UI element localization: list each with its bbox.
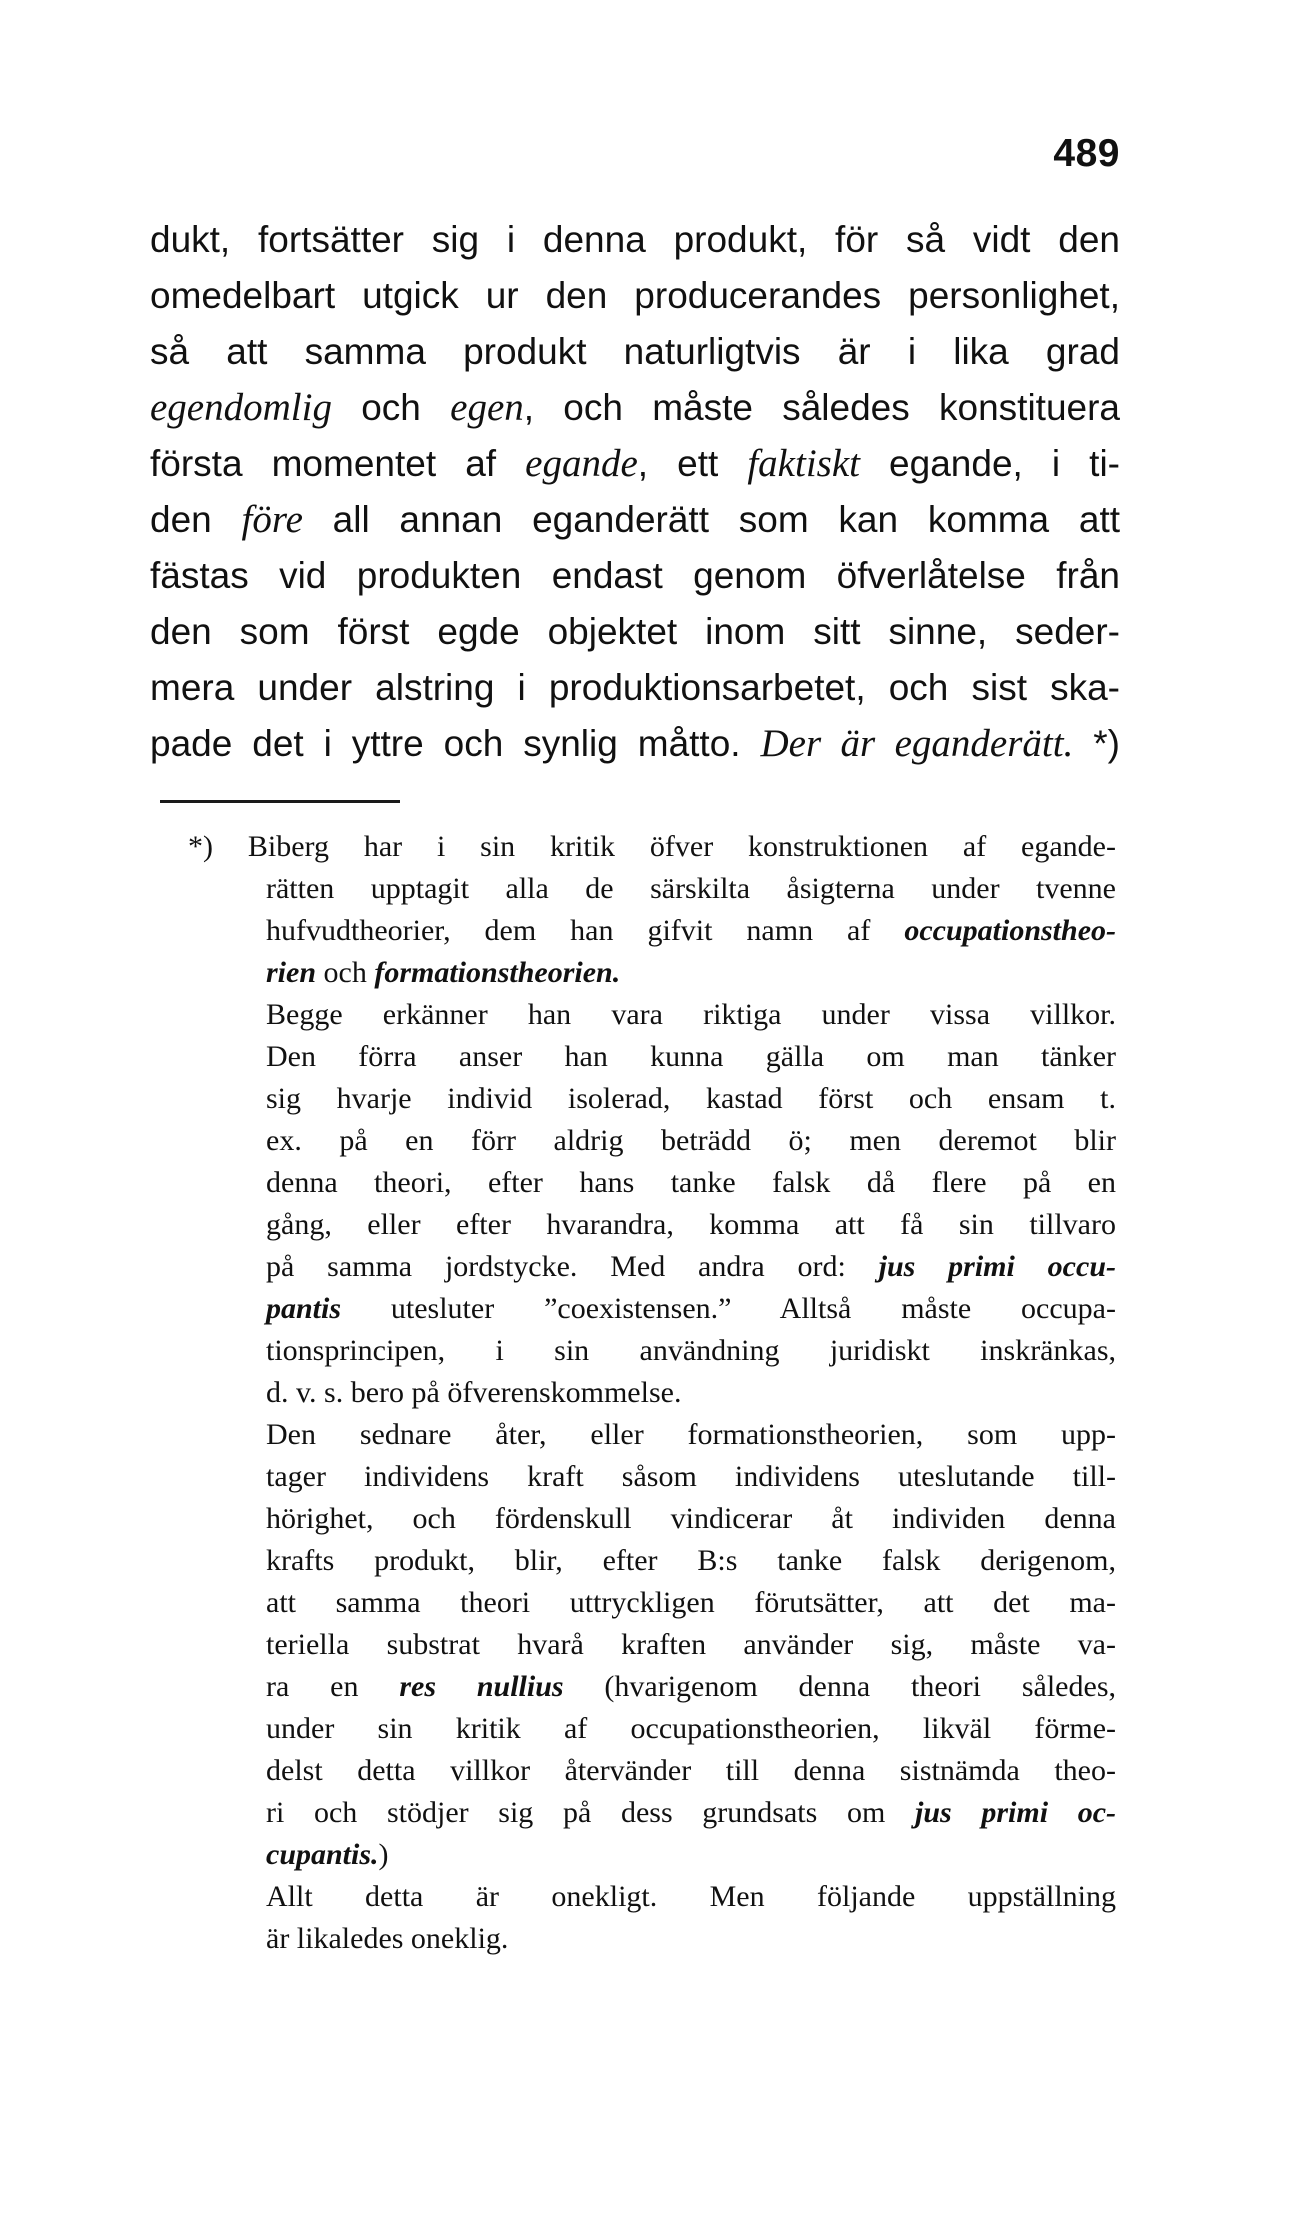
footnote-line [188, 1708, 1116, 1750]
text-run: Begge erkänner han vara riktiga under vissa villkor. [266, 998, 1116, 1031]
text-run: utesluter ”coexistensen.” Alltså måste occupa- [341, 1292, 1116, 1325]
italic-text: jus primi occu- [878, 1250, 1116, 1283]
footnote-line [188, 1792, 1116, 1834]
text-run: är likaledes oneklig. [266, 1922, 509, 1955]
footnote-line [188, 1120, 1116, 1162]
text-run: ri och stödjer sig på dess grundsats om [266, 1796, 915, 1829]
footnote-line [188, 1582, 1116, 1624]
text-run: rätten upptagit alla de särskilta åsigterna under tvenne [266, 872, 1116, 905]
text-line [150, 604, 1120, 660]
text-run: (hvarigenom denna theori således, [563, 1670, 1116, 1703]
text-run: att samma theori uttryckligen förutsätter, att det ma- [266, 1586, 1116, 1619]
text-run: och [316, 956, 375, 989]
text-run: ) [378, 1838, 389, 1871]
italic-text: cupantis. [266, 1838, 379, 1871]
text-run: *) Biberg har i sin kritik öfver konstruktionen af egande- [188, 830, 1116, 863]
text-run: så att samma produkt naturligtvis är i lika grad [150, 331, 1120, 372]
italic-text: jus primi oc- [914, 1796, 1117, 1829]
footnote-line [188, 994, 1116, 1036]
text-run: all annan eganderätt som kan komma att [302, 499, 1121, 540]
italic-text: occupationstheo- [904, 914, 1116, 947]
footnote-line [188, 1246, 1116, 1288]
text-run: , och måste således konstituera [523, 387, 1120, 428]
footnote-line [188, 952, 1116, 994]
italic-text: före [241, 498, 303, 541]
footnote-line [188, 1918, 1116, 1960]
footnote-line [188, 1750, 1116, 1792]
footnote-line [188, 1498, 1116, 1540]
italic-text: Der är eganderätt. [760, 722, 1074, 765]
text-run: gång, eller efter hvarandra, komma att få sin tillvaro [266, 1208, 1116, 1241]
page-number: 489 [1053, 132, 1120, 175]
italic-text: pantis [266, 1292, 342, 1325]
footnote-line [188, 1288, 1116, 1330]
text-line [150, 380, 1120, 436]
main-paragraph [150, 212, 1120, 772]
footnote-line [188, 1540, 1116, 1582]
text-run: ex. på en förr aldrig beträdd ö; men deremot blir [266, 1124, 1116, 1157]
text-line [150, 660, 1120, 716]
italic-text: egen [450, 386, 524, 429]
text-run: första momentet af [150, 443, 526, 484]
footnote-line [188, 1876, 1116, 1918]
text-run: , ett [637, 443, 748, 484]
italic-text: res nullius [399, 1670, 564, 1703]
text-line [150, 548, 1120, 604]
text-run: den [150, 499, 242, 540]
footnote-line [188, 1162, 1116, 1204]
text-run: Allt detta är onekligt. Men följande uppställning [266, 1880, 1116, 1913]
footnote-line [188, 1414, 1116, 1456]
text-run: hufvudtheorier, dem han gifvit namn af [266, 914, 905, 947]
text-run: dukt, fortsätter sig i denna produkt, för så vidt den [150, 219, 1120, 260]
italic-text: formationstheorien. [374, 956, 621, 989]
footnote-line [188, 910, 1116, 952]
text-run: tionsprincipen, i sin användning juridiskt inskränkas, [266, 1334, 1116, 1367]
footnote [188, 826, 1116, 1960]
footnote-line [188, 1204, 1116, 1246]
footnote-line [188, 1330, 1116, 1372]
italic-text: egendomlig [150, 386, 332, 429]
footnote-line [188, 1834, 1116, 1876]
text-line [150, 212, 1120, 268]
footnote-line [188, 1036, 1116, 1078]
footnote-line [188, 1456, 1116, 1498]
footnote-line [188, 1372, 1116, 1414]
footnote-line [188, 1078, 1116, 1120]
text-run: den som först egde objektet inom sitt sinne, seder- [150, 611, 1120, 652]
text-run: pade det i yttre och synlig måtto. [150, 723, 761, 764]
footnote-line [188, 1624, 1116, 1666]
text-line [150, 716, 1120, 772]
text-run: fästas vid produkten endast genom öfverlåtelse från [150, 555, 1120, 596]
italic-text: egande [525, 442, 638, 485]
text-run: delst detta villkor återvänder till denna sistnämda theo- [266, 1754, 1116, 1787]
text-run: under sin kritik af occupationstheorien, likväl förme- [266, 1712, 1116, 1745]
text-run: Den förra anser han kunna gälla om man tänker [266, 1040, 1116, 1073]
text-run: *) [1073, 723, 1121, 764]
italic-text: rien [266, 956, 317, 989]
text-run: krafts produkt, blir, efter B:s tanke falsk derigenom, [266, 1544, 1116, 1577]
text-run: teriella substrat hvarå kraften använder sig, måste va- [266, 1628, 1116, 1661]
footnote-line [188, 1666, 1116, 1708]
text-run: Den sednare åter, eller formationstheorien, som upp- [266, 1418, 1116, 1451]
text-run: d. v. s. bero på öfverenskommelse. [266, 1376, 682, 1409]
text-run: denna theori, efter hans tanke falsk då flere på en [266, 1166, 1116, 1199]
text-run: mera under alstring i produktionsarbetet, och sist ska- [150, 667, 1120, 708]
text-line [150, 492, 1120, 548]
text-run: hörighet, och fördenskull vindicerar åt individen denna [266, 1502, 1116, 1535]
text-line [150, 436, 1120, 492]
italic-text: faktiskt [747, 442, 860, 485]
text-run: och [331, 387, 451, 428]
text-run: ra en [266, 1670, 400, 1703]
text-line [150, 268, 1120, 324]
footnote-separator [160, 800, 400, 803]
footnote-line [188, 826, 1116, 868]
text-line [150, 324, 1120, 380]
text-run: på samma jordstycke. Med andra ord: [266, 1250, 879, 1283]
text-run: omedelbart utgick ur den producerandes personlighet, [150, 275, 1120, 316]
text-run: tager individens kraft såsom individens uteslutande till- [266, 1460, 1116, 1493]
footnote-line [188, 868, 1116, 910]
text-run: egande, i ti- [859, 443, 1120, 484]
text-run: sig hvarje individ isolerad, kastad först och ensam t. [266, 1082, 1116, 1115]
